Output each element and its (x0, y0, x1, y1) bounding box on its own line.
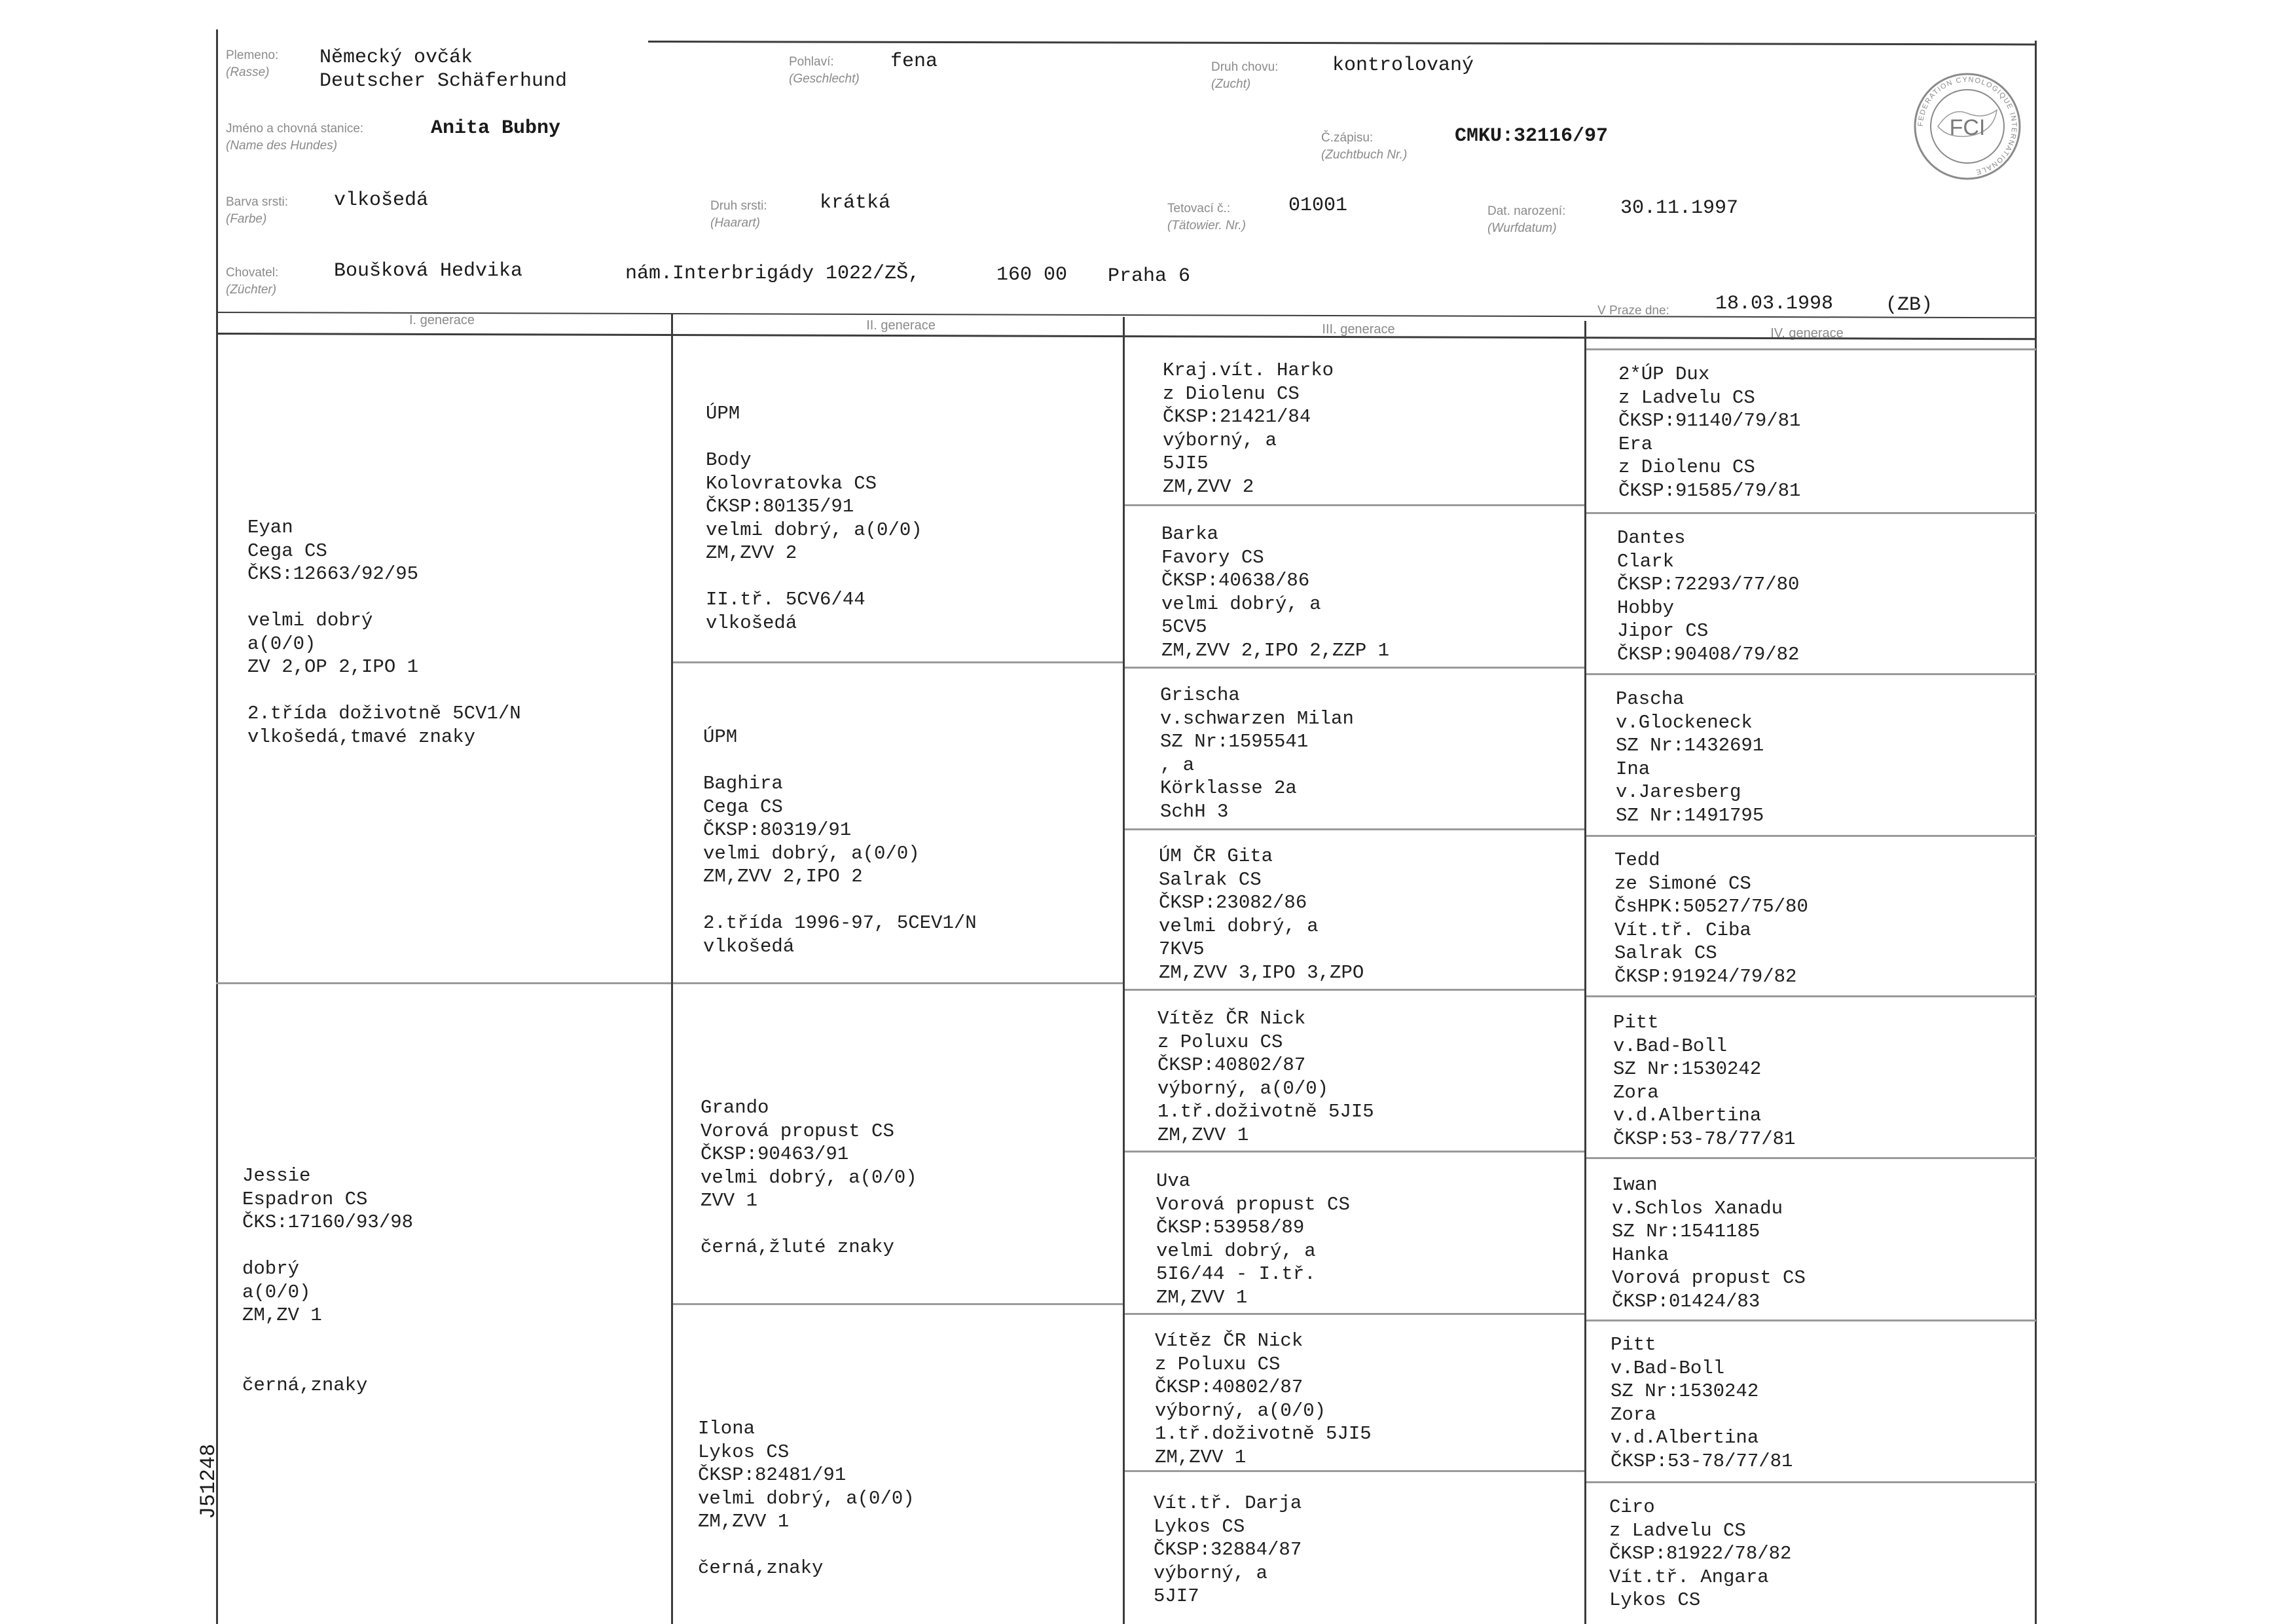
issued-label: V Praze dne: (1597, 304, 1669, 318)
pedigree-line: ZV 2,OP 2,IPO 1 (247, 656, 419, 678)
issued-code: (ZB) (1886, 294, 1933, 316)
pedigree-line: v.d.Albertina (1611, 1427, 1759, 1449)
pedigree-line: II.tř. 5CV6/44 (706, 589, 866, 610)
pedigree-line: ZM,ZV 1 (242, 1304, 322, 1326)
frame-right (2035, 41, 2037, 1624)
pedigree-line: Iwan (1612, 1174, 1658, 1196)
pedigree-line: SZ Nr:1491795 (1616, 804, 1764, 826)
breeder-city: Praha 6 (1108, 265, 1191, 287)
pedigree-line: a(0/0) (242, 1281, 311, 1303)
pedigree-line: 5I6/44 - I.tř. (1156, 1263, 1316, 1285)
sex-label: Pohlaví: (Geschlecht) (789, 55, 860, 86)
pedigree-line: Vítěz ČR Nick (1157, 1008, 1306, 1029)
dam-cell (242, 1164, 413, 1397)
issued-date: 18.03.1998 (1715, 293, 1834, 315)
pedigree-line: ÚM ČR Gita (1159, 845, 1273, 867)
dog-name: Anita Bubny (431, 117, 561, 139)
gen4-cell-3 (1616, 688, 1764, 827)
row-divider-g3-a (1125, 504, 1584, 506)
pedigree-line: a(0/0) (247, 633, 316, 655)
pedigree-line: Cega CS (703, 796, 783, 818)
pedigree-line: Baghira (703, 773, 783, 794)
breeding-value: kontrolovaný (1332, 54, 1474, 77)
pedigree-line: ČKSP:53-78/77/81 (1613, 1128, 1796, 1150)
pedigree-line: Favory CS (1161, 546, 1264, 568)
pedigree-line: Vorová propust CS (1156, 1193, 1350, 1215)
fci-text: FCI (1949, 115, 1986, 140)
pedigree-line: Cega CS (247, 540, 327, 562)
pedigree-line: v.Schlos Xanadu (1612, 1197, 1783, 1219)
pedigree-line: Ciro (1609, 1496, 1655, 1518)
pedigree-line: SZ Nr:1530242 (1611, 1380, 1759, 1402)
pedigree-line: Vorová propust CS (1612, 1267, 1806, 1289)
row-divider-g2-b (673, 982, 1123, 984)
fci-logo-icon (1912, 71, 2023, 182)
pedigree-line: dobrý (242, 1258, 300, 1280)
col-divider-1 (671, 314, 673, 1624)
breed-value-cs: Německý ovčák (319, 46, 473, 69)
gen4-cell-8 (1609, 1496, 1791, 1612)
pedigree-line: ČKSP:91585/79/81 (1618, 479, 1801, 502)
pedigree-line: Ina (1616, 758, 1650, 780)
gen4-cell-4 (1614, 849, 1808, 988)
pedigree-line: Dantes (1617, 527, 1686, 549)
pedigree-line: z Poluxu CS (1157, 1031, 1283, 1053)
pedigree-line (706, 565, 922, 589)
pedigree-line: 5JI7 (1154, 1585, 1199, 1607)
pedigree-line: ZM,ZVV 2 (706, 542, 797, 564)
pedigree-line: ČKS:12663/92/95 (247, 563, 419, 585)
coat-label: Druh srsti: (Haarart) (710, 199, 767, 230)
row-divider-g4-e (1586, 995, 2036, 997)
pedigree-line: ČKSP:21421/84 (1163, 406, 1311, 428)
gen3-cell-7 (1155, 1329, 1372, 1469)
gen3-cell-5 (1157, 1007, 1374, 1147)
pedigree-line: Vít.tř. Darja (1154, 1492, 1302, 1514)
pedigree-line: ZM,ZVV 1 (1157, 1124, 1249, 1146)
pedigree-line: ČsHPK:50527/75/80 (1614, 896, 1808, 917)
pedigree-line: Body (706, 449, 752, 471)
pedigree-line: velmi dobrý, a (1159, 915, 1319, 937)
gen-header-3: III. generace (1322, 322, 1395, 337)
pedigree-line: 2*ÚP Dux (1618, 363, 1710, 385)
pedigree-line: Vít.tř. Ciba (1614, 919, 1751, 941)
pedigree-line (701, 1213, 917, 1236)
pedigree-line: velmi dobrý, a(0/0) (701, 1166, 917, 1189)
pedigree-line: vlkošedá (703, 935, 795, 957)
pedigree-line: 7KV5 (1159, 938, 1205, 960)
gen3-cell-4 (1159, 845, 1364, 984)
pedigree-line: Kraj.vít. Harko (1163, 360, 1334, 381)
pedigree-line: černá,znaky (242, 1374, 368, 1396)
pedigree-line: ČKSP:40638/86 (1161, 570, 1310, 591)
pedigree-line: Clark (1617, 550, 1675, 572)
pedigree-line: ČKSP:82481/91 (698, 1464, 847, 1486)
gen4-cell-7 (1611, 1333, 1793, 1473)
pedigree-line (247, 586, 521, 610)
pedigree-line: Eyan (247, 517, 293, 538)
pedigree-line: z Ladvelu CS (1609, 1519, 1746, 1541)
gen4-cell-5 (1613, 1011, 1795, 1151)
pedigree-line: v.Glockeneck (1616, 711, 1753, 733)
fci-ring-text: FEDERATION CYNOLOGIQUE INTERNATIONALE (1916, 75, 2018, 176)
studbook-value: CMKU:32116/97 (1455, 125, 1609, 147)
pedigree-line: z Diolenu CS (1163, 382, 1300, 405)
pedigree-line: ČKSP:72293/77/80 (1617, 574, 1800, 595)
pedigree-line: ze Simoné CS (1614, 872, 1751, 895)
pedigree-line: Lykos CS (1154, 1515, 1245, 1538)
pedigree-line: ČKSP:80135/91 (706, 496, 854, 517)
gen4-cell-2 (1617, 526, 1799, 666)
gen2-cell-1 (706, 402, 922, 635)
row-divider-g2-c (673, 1303, 1123, 1305)
birth-value: 30.11.1997 (1620, 197, 1739, 219)
row-divider-g3-f (1125, 1313, 1584, 1315)
pedigree-line: výborný, a(0/0) (1157, 1077, 1329, 1099)
pedigree-line: ČKSP:81922/78/82 (1609, 1543, 1792, 1564)
pedigree-line (242, 1350, 413, 1374)
pedigree-line: Pascha (1616, 688, 1685, 710)
row-divider-g3-e (1125, 1151, 1584, 1153)
gen4-cell-6 (1612, 1173, 1806, 1313)
gen3-cell-2 (1161, 523, 1389, 662)
gen2-cell-3 (701, 1096, 917, 1259)
pedigree-line: ČKSP:23082/86 (1159, 892, 1307, 913)
pedigree-line: SZ Nr:1432691 (1616, 735, 1764, 756)
pedigree-line: ČKSP:40802/87 (1155, 1376, 1303, 1398)
gen-header-4: IV. generace (1770, 326, 1844, 341)
pedigree-line: v.Bad-Boll (1613, 1035, 1728, 1057)
pedigree-line: Zora (1611, 1403, 1656, 1426)
row-divider-g1 (216, 982, 671, 984)
gen4-cell-1 (1618, 363, 1800, 502)
gen-header-1: I. generace (409, 313, 475, 327)
pedigree-line: Barka (1161, 523, 1219, 545)
pedigree-line: ZM,ZVV 1 (1156, 1286, 1248, 1308)
pedigree-line (247, 679, 521, 703)
pedigree-line: černá,znaky (698, 1557, 824, 1579)
pedigree-line: ČKSP:80319/91 (703, 819, 852, 841)
pedigree-line: vlkošedá,tmavé znaky (247, 726, 476, 748)
row-divider-g4-c (1586, 673, 2036, 675)
pedigree-line: SZ Nr:1530242 (1613, 1058, 1762, 1080)
row-divider-g3-c (1125, 828, 1584, 830)
color-value: vlkošedá (334, 189, 429, 212)
pedigree-line (242, 1234, 413, 1258)
gen2-cell-2 (703, 726, 977, 958)
row-divider-g2-a (673, 661, 1123, 663)
pedigree-line: v.schwarzen Milan (1160, 707, 1354, 729)
pedigree-line: Zora (1613, 1081, 1659, 1103)
pedigree-line: Uva (1156, 1170, 1191, 1192)
pedigree-line: z Poluxu CS (1155, 1353, 1281, 1375)
pedigree-line: ČKSP:01424/83 (1612, 1290, 1760, 1312)
col-divider-3 (1584, 321, 1586, 1624)
pedigree-line: Era (1618, 433, 1653, 455)
row-divider-g4-d (1586, 835, 2036, 837)
row-divider-g3-g (1125, 1470, 1584, 1472)
row-divider-g4-g (1586, 1320, 2036, 1321)
pedigree-line: Hobby (1617, 597, 1675, 619)
pedigree-line: Pitt (1611, 1334, 1656, 1356)
pedigree-line: ČKSP:90463/91 (701, 1143, 849, 1165)
pedigree-line: Jipor CS (1617, 620, 1709, 642)
pedigree-line: velmi dobrý (247, 610, 373, 631)
gen2-cell-4 (698, 1417, 915, 1580)
pedigree-line: 5CV5 (1161, 616, 1207, 638)
row-divider-g4-b (1586, 512, 2036, 514)
pedigree-line: Vít.tř. Angara (1609, 1566, 1769, 1588)
pedigree-line (703, 889, 977, 912)
breeder-zip: 160 00 (996, 264, 1068, 286)
breeder-street: nám.Interbrigády 1022/ZŠ, (625, 263, 920, 285)
row-divider-g4-h (1586, 1481, 2036, 1483)
row-divider-g4-a (1586, 348, 2036, 350)
breeder-label: Chovatel: (Züchter) (226, 266, 279, 297)
pedigree-line: Grischa (1160, 684, 1240, 706)
pedigree-line: SchH 3 (1160, 800, 1229, 822)
pedigree-line: velmi dobrý, a(0/0) (703, 842, 920, 864)
pedigree-line: Tedd (1614, 849, 1660, 871)
pedigree-line (706, 426, 922, 449)
tattoo-value: 01001 (1288, 194, 1348, 217)
frame-top (648, 41, 2036, 45)
pedigree-line: ZM,ZVV 2,IPO 2 (703, 866, 863, 887)
pedigree-line (242, 1327, 413, 1351)
pedigree-line: velmi dobrý, a(0/0) (706, 519, 922, 541)
pedigree-line: Lykos CS (1609, 1589, 1701, 1611)
pedigree-line: ZM,ZVV 1 (1155, 1446, 1247, 1468)
pedigree-line: v.Bad-Boll (1611, 1357, 1725, 1379)
frame-left (216, 29, 218, 1624)
pedigree-line: vlkošedá (706, 612, 797, 634)
pedigree-line: 1.tř.doživotně 5JI5 (1155, 1423, 1372, 1445)
pedigree-line: Salrak CS (1614, 942, 1717, 964)
pedigree-line: Vítěz ČR Nick (1155, 1330, 1303, 1352)
pedigree-line: Körklasse 2a (1160, 777, 1297, 799)
pedigree-line (698, 1534, 915, 1557)
pedigree-line (703, 749, 977, 773)
pedigree-line: ČKSP:90408/79/82 (1617, 643, 1800, 665)
gen3-cell-6 (1156, 1170, 1350, 1309)
pedigree-line: ČKSP:53-78/77/81 (1611, 1450, 1793, 1472)
sex-value: fena (890, 50, 938, 73)
pedigree-line: Jessie (242, 1165, 311, 1187)
pedigree-line: ÚPM (703, 726, 738, 748)
pedigree-line: výborný, a (1163, 429, 1277, 451)
pedigree-line: ČKSP:91140/79/81 (1618, 410, 1801, 432)
birth-label: Dat. narození: (Wurfdatum) (1487, 204, 1566, 235)
gen3-cell-8 (1154, 1492, 1302, 1608)
pedigree-line: v.d.Albertina (1613, 1105, 1762, 1126)
gen3-cell-1 (1163, 359, 1334, 498)
pedigree-line: SZ Nr:1595541 (1160, 731, 1309, 752)
pedigree-line: Vorová propust CS (701, 1120, 894, 1142)
pedigree-line: z Ladvelu CS (1618, 386, 1755, 409)
breed-value-de: Deutscher Schäferhund (319, 70, 568, 92)
pedigree-line: výborný, a (1154, 1562, 1268, 1584)
name-label: Jméno a chovná stanice: (Name des Hundes) (226, 122, 364, 153)
sire-cell (247, 516, 521, 748)
pedigree-line: černá,žluté znaky (701, 1236, 894, 1258)
pedigree-line: 2.třída doživotně 5CV1/N (247, 703, 521, 724)
col-divider-2 (1123, 317, 1125, 1624)
pedigree-line: Grando (701, 1097, 769, 1118)
tattoo-label: Tetovací č.: (Tätowier. Nr.) (1167, 202, 1246, 232)
pedigree-line: Pitt (1613, 1012, 1659, 1033)
pedigree-line: , a (1160, 754, 1195, 776)
pedigree-line: Salrak CS (1159, 868, 1262, 891)
pedigree-line: výborný, a(0/0) (1155, 1399, 1326, 1422)
pedigree-line: 1.tř.doživotně 5JI5 (1157, 1101, 1374, 1122)
pedigree-line: Espadron CS (242, 1188, 368, 1210)
row-divider-g4-f (1586, 1157, 2036, 1159)
pedigree-line: 5JI5 (1163, 452, 1209, 474)
breed-label: Plemeno: (Rasse) (226, 48, 279, 79)
breeding-label: Druh chovu: (Zucht) (1211, 60, 1279, 91)
pedigree-line: ČKSP:91924/79/82 (1614, 965, 1797, 987)
pedigree-line: velmi dobrý, a(0/0) (698, 1487, 915, 1509)
pedigree-line: ZM,ZVV 2,IPO 2,ZZP 1 (1161, 639, 1390, 661)
studbook-label: Č.zápisu: (Zuchtbuch Nr.) (1321, 131, 1408, 162)
pedigree-line: ZM,ZVV 1 (698, 1511, 790, 1532)
pedigree-line: ČKS:17160/93/98 (242, 1211, 414, 1233)
pedigree-line: SZ Nr:1541185 (1612, 1221, 1760, 1242)
pedigree-line: ZVV 1 (701, 1190, 758, 1211)
coat-value: krátká (820, 192, 891, 214)
breeder-name: Boušková Hedvika (334, 260, 523, 282)
pedigree-line: z Diolenu CS (1618, 456, 1755, 478)
pedigree-line: velmi dobrý, a (1156, 1240, 1316, 1262)
row-divider-g3-b (1125, 667, 1584, 669)
pedigree-line: ZM,ZVV 2 (1163, 475, 1254, 498)
side-number: J51248 (196, 1443, 221, 1519)
pedigree-line: velmi dobrý, a (1161, 593, 1321, 615)
pedigree-line: ČKSP:53958/89 (1156, 1217, 1305, 1238)
pedigree-line: ÚPM (706, 403, 740, 424)
pedigree-line: Lykos CS (698, 1441, 790, 1463)
gen3-cell-3 (1160, 684, 1354, 823)
pedigree-line: Kolovratovka CS (706, 472, 877, 494)
row-divider-g3-d (1125, 989, 1584, 991)
color-label: Barva srsti: (Farbe) (226, 195, 289, 226)
pedigree-line: Ilona (698, 1418, 756, 1439)
gen-header-2: II. generace (866, 318, 936, 333)
pedigree-line: ČKSP:40802/87 (1157, 1054, 1306, 1076)
pedigree-line: ČKSP:32884/87 (1154, 1539, 1302, 1560)
pedigree-line: ZM,ZVV 3,IPO 3,ZPO (1159, 961, 1364, 984)
pedigree-line: Hanka (1612, 1244, 1669, 1266)
pedigree-line: 2.třída 1996-97, 5CEV1/N (703, 912, 977, 934)
pedigree-line: v.Jaresberg (1616, 781, 1741, 803)
